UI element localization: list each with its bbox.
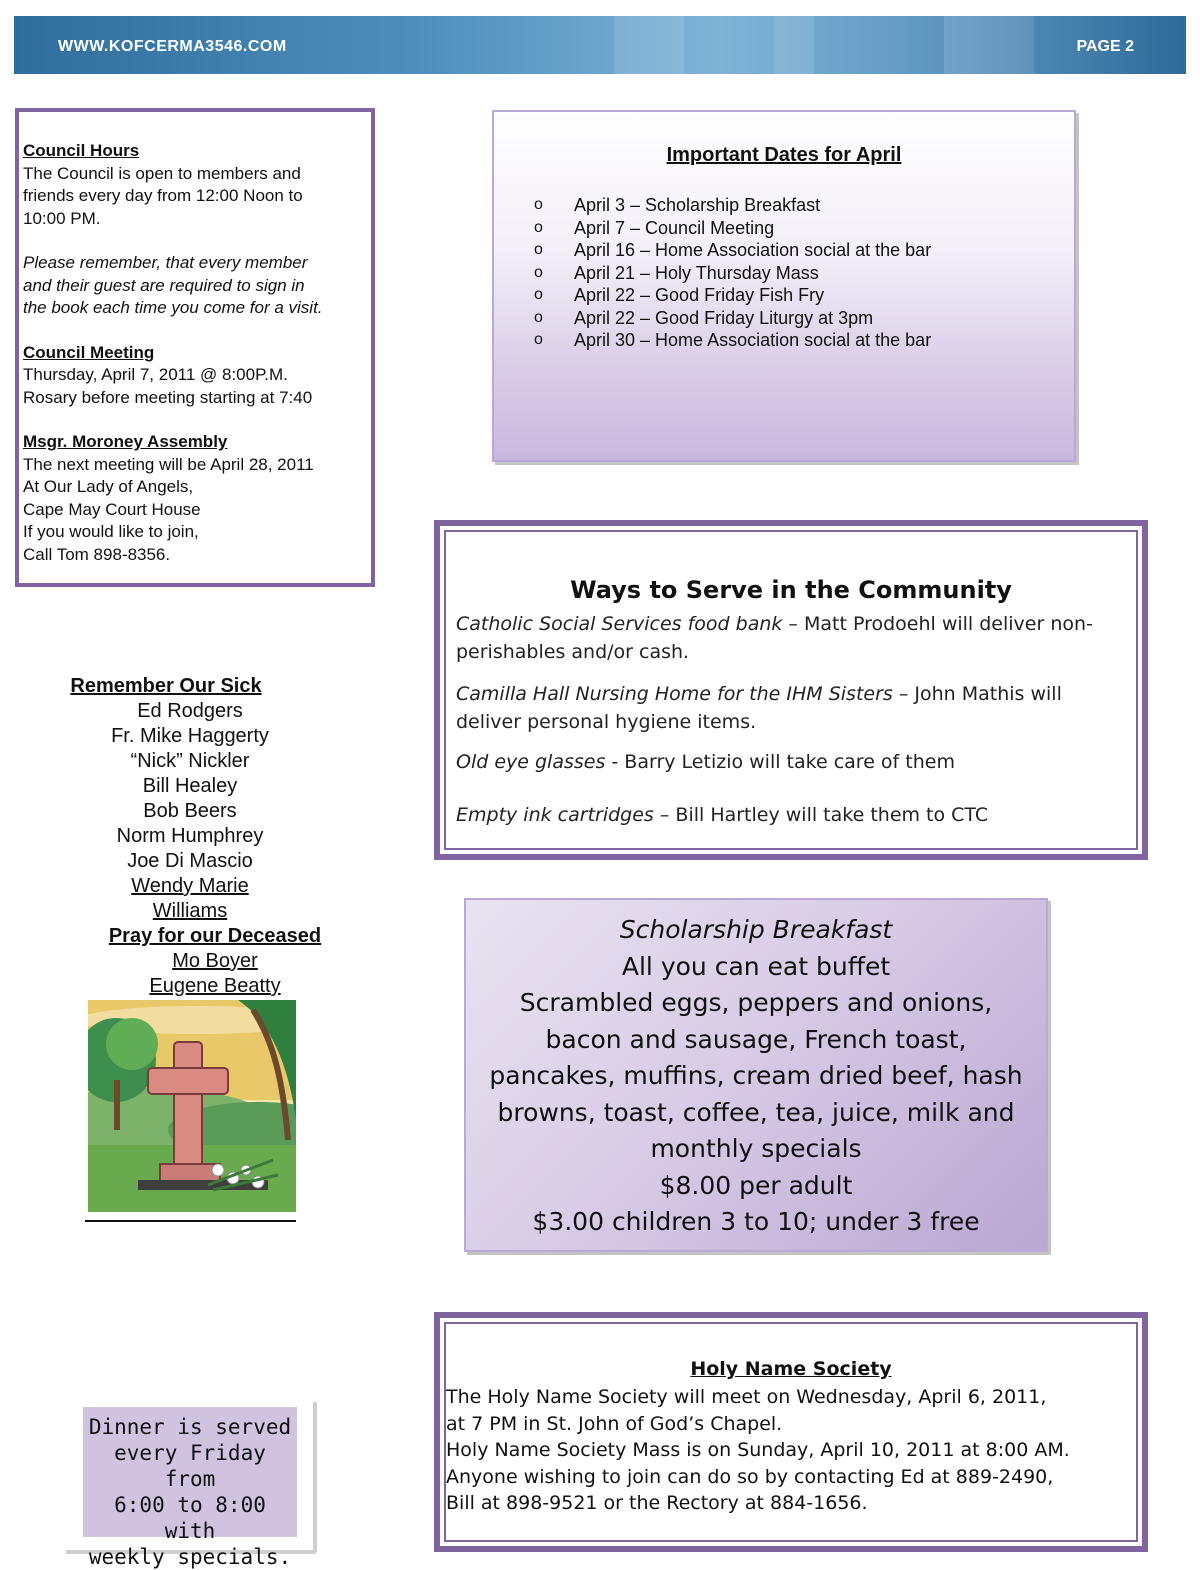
header-decoration — [944, 16, 1034, 74]
date-item-text: April 21 – Holy Thursday Mass — [574, 262, 819, 283]
council-hours-line: 10:00 PM. — [23, 208, 101, 228]
cross-memorial-clipart — [88, 1000, 296, 1212]
date-item-text: April 22 – Good Friday Fish Fry — [574, 285, 825, 305]
reminder-line: Please remember, that every member — [23, 253, 308, 272]
page-header — [14, 16, 1186, 74]
holy-name-line: The Holy Name Society will meet on Wednesday, April 6, 2011, — [446, 1386, 1047, 1408]
dinner-line: 6:00 to 8:00 with — [114, 1493, 266, 1543]
divider-line — [85, 1220, 296, 1222]
date-item-text: April 22 – Good Friday Liturgy at 3pm — [574, 307, 874, 328]
adult-price: $8.00 per adult — [659, 1170, 853, 1200]
child-price: $3.00 children 3 to 10; under 3 free — [532, 1207, 980, 1236]
dinner-line: weekly specials. — [88, 1545, 292, 1569]
council-info-box — [15, 108, 375, 587]
serve-detail: - Barry Letizio will take care of them — [605, 751, 955, 773]
important-dates-title: Important Dates for April — [666, 144, 902, 166]
date-item — [534, 262, 931, 285]
sick-name: Ed Rodgers — [137, 700, 243, 722]
date-item-text: April 7 – Council Meeting — [574, 217, 775, 238]
council-hours-heading: Council Hours — [23, 141, 140, 160]
assembly-line: The next meeting will be April 28, 2011 — [23, 454, 314, 474]
assembly-line: Cape May Court House — [23, 499, 201, 519]
date-item-text: April 3 – Scholarship Breakfast — [574, 195, 821, 215]
dinner-line: Dinner is served — [88, 1415, 292, 1439]
serve-title: Ways to Serve in the Community — [570, 576, 1012, 604]
remember-sick-list — [40, 674, 340, 999]
serve-item — [456, 680, 1116, 736]
council-meeting-heading: Council Meeting — [23, 342, 155, 362]
scholarship-breakfast-box — [464, 898, 1048, 1252]
holy-name-body — [446, 1384, 1136, 1517]
assembly-heading: Msgr. Moroney Assembly — [23, 432, 228, 451]
serve-detail: – Matt Prodoehl will deliver non-perishables and/or cash. — [456, 613, 1093, 663]
sick-heading: Remember Our Sick — [70, 675, 262, 697]
reminder-line: the book each time you come for a visit. — [23, 298, 323, 317]
sick-name-underlined: Williams — [152, 900, 228, 922]
sick-name: Bill Healey — [142, 775, 238, 797]
bullet-icon: o — [534, 218, 543, 236]
bullet-icon: o — [534, 286, 543, 303]
breakfast-subtitle: All you can eat buffet — [621, 951, 891, 981]
date-item — [534, 239, 931, 262]
council-meeting-line: Thursday, April 7, 2011 @ 8:00P.M. — [23, 365, 288, 384]
serve-org: Old eye glasses — [456, 751, 606, 773]
date-item — [534, 284, 931, 307]
friday-dinner-box — [83, 1407, 297, 1569]
header-decoration — [614, 16, 684, 74]
council-meeting-line: Rosary before meeting starting at 7:40 — [23, 387, 313, 407]
bullet-icon: o — [534, 308, 543, 326]
sick-name: Fr. Mike Haggerty — [111, 725, 269, 747]
serve-detail: – Bill Hartley will take them to CTC — [653, 804, 989, 826]
deceased-name: Eugene Beatty — [149, 975, 281, 997]
serve-org: Camilla Hall Nursing Home for the IHM Sisters — [456, 683, 893, 705]
holy-name-line: Bill at 898-9521 or the Rectory at 884-1656. — [446, 1492, 868, 1514]
holy-name-line: Anyone wishing to join can do so by contacting Ed at 889-2490, — [446, 1465, 1054, 1488]
deceased-heading: Pray for our Deceased — [108, 925, 322, 947]
serve-detail: – John Mathis will deliver personal hygiene items. — [456, 683, 1062, 733]
dinner-line: every Friday from — [114, 1441, 266, 1491]
sick-name: Norm Humphrey — [116, 825, 264, 847]
date-item — [534, 194, 931, 217]
holy-name-society-box — [434, 1312, 1148, 1552]
date-item — [534, 217, 931, 240]
bullet-icon: o — [534, 241, 543, 258]
bullet-icon: o — [534, 263, 543, 281]
page-number: PAGE 2 — [1076, 38, 1134, 55]
sick-name: Joe Di Mascio — [127, 850, 253, 872]
serve-item — [456, 610, 1116, 666]
sick-name: Bob Beers — [143, 800, 237, 822]
date-item — [534, 307, 931, 330]
date-item-text: April 30 – Home Association social at the bar — [574, 330, 932, 350]
serve-item — [456, 801, 1116, 829]
serve-org: Empty ink cartridges — [456, 804, 654, 826]
sick-name: “Nick” Nickler — [130, 750, 250, 772]
serve-community-box — [434, 520, 1148, 860]
website-url[interactable]: WWW.KOFCERMA3546.COM — [58, 38, 287, 55]
serve-org: Catholic Social Services food bank — [456, 613, 783, 635]
date-item-text: April 16 – Home Association social at the bar — [574, 240, 932, 260]
serve-item — [456, 748, 1116, 776]
holy-name-line: at 7 PM in St. John of God’s Chapel. — [446, 1412, 783, 1435]
assembly-line: At Our Lady of Angels, — [23, 477, 194, 496]
holy-name-line: Holy Name Society Mass is on Sunday, April 10, 2011 at 8:00 AM. — [446, 1439, 1070, 1461]
dates-list — [534, 194, 931, 352]
breakfast-title: Scholarship Breakfast — [619, 915, 893, 944]
holy-name-title: Holy Name Society — [690, 1358, 892, 1380]
assembly-line: If you would like to join, — [23, 522, 199, 541]
important-dates-box — [492, 110, 1076, 462]
reminder-line: and their guest are required to sign in — [23, 275, 305, 295]
sick-name-underlined: Wendy Marie — [131, 875, 249, 897]
council-hours-line: friends every day from 12:00 Noon to — [23, 186, 303, 205]
bullet-icon: o — [534, 331, 543, 348]
deceased-name: Mo Boyer — [172, 950, 258, 972]
assembly-line: Call Tom 898-8356. — [23, 544, 171, 564]
header-decoration — [774, 16, 814, 74]
bullet-icon: o — [534, 196, 543, 213]
date-item — [534, 329, 931, 352]
breakfast-menu: Scrambled eggs, peppers and onions, bacon and sausage, French toast, pancakes, muffins, cream dried beef, hash browns, toast, coffee, tea, juice, milk and monthly specials — [489, 988, 1023, 1163]
council-hours-line: The Council is open to members and — [23, 163, 301, 183]
